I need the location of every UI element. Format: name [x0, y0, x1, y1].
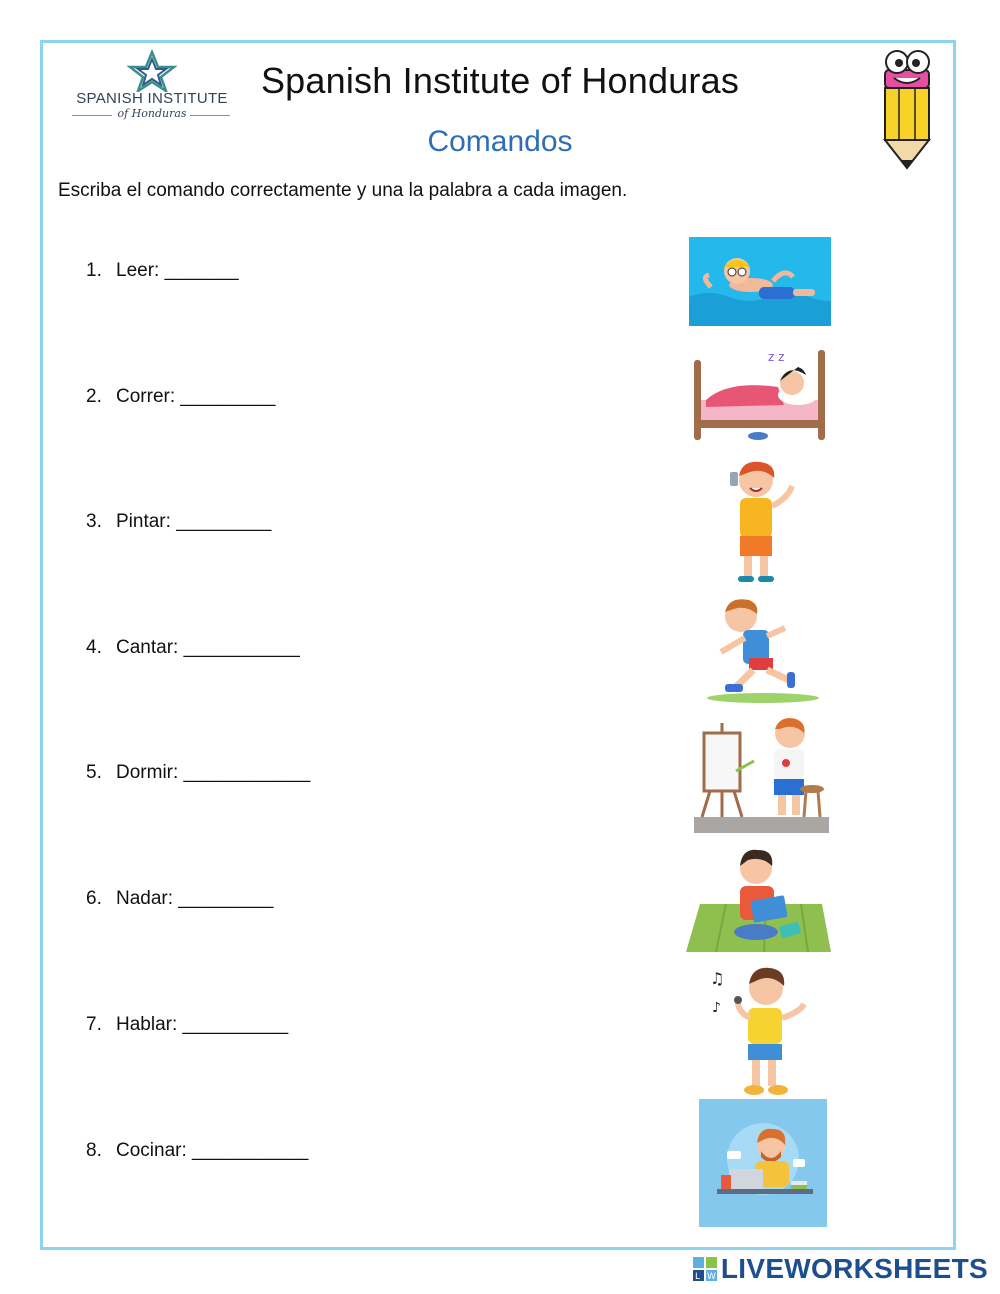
reading-child-icon[interactable]	[686, 846, 831, 954]
item-number: 2.	[86, 386, 102, 407]
list-item[interactable]	[86, 386, 276, 408]
pencil-mascot-icon	[876, 48, 938, 170]
swimming-child-icon[interactable]	[689, 237, 831, 326]
list-item[interactable]	[86, 637, 300, 659]
logo-letter: L	[694, 1272, 700, 1281]
item-number: 6.	[86, 888, 102, 909]
list-item[interactable]	[86, 1014, 288, 1036]
painting-child-icon[interactable]	[694, 713, 829, 833]
logo-rule-right	[190, 115, 230, 116]
singing-child-icon[interactable]	[708, 962, 810, 1098]
running-child-icon[interactable]	[705, 592, 820, 704]
instructions: Escriba el comando correctamente y una la palabra a cada imagen.	[58, 180, 628, 201]
item-number: 3.	[86, 511, 102, 532]
item-text: Pintar: _________	[116, 511, 272, 532]
page-subtitle: Comandos	[427, 125, 573, 158]
list-item[interactable]	[86, 888, 273, 910]
list-item[interactable]	[86, 762, 310, 784]
item-text: Cocinar: ___________	[116, 1140, 309, 1161]
item-text: Leer: _______	[116, 260, 239, 281]
liveworksheets-brand[interactable]	[693, 1254, 988, 1284]
brand-text: LIVEWORKSHEETS	[720, 1253, 988, 1284]
list-item[interactable]	[86, 511, 271, 533]
item-number: 8.	[86, 1140, 102, 1161]
logo-text-line1: SPANISH INSTITUTE	[76, 90, 228, 107]
item-text: Hablar: __________	[116, 1014, 289, 1035]
item-number: 1.	[86, 260, 102, 281]
item-text: Nadar: _________	[116, 888, 274, 909]
item-number: 7.	[86, 1014, 102, 1035]
logo-letter: W	[706, 1272, 716, 1281]
list-item[interactable]	[86, 260, 239, 282]
item-number: 5.	[86, 762, 102, 783]
item-text: Cantar: ___________	[116, 637, 300, 658]
liveworksheets-logo-icon	[693, 1257, 717, 1281]
laptop-man-icon[interactable]	[699, 1099, 827, 1227]
item-text: Correr: _________	[116, 386, 276, 407]
sleeping-girl-icon[interactable]	[688, 345, 831, 443]
list-item[interactable]	[86, 1140, 308, 1162]
page-title: Spanish Institute of Honduras	[260, 60, 740, 101]
logo-text-line2: of Honduras	[117, 107, 187, 120]
talking-phone-child-icon[interactable]	[720, 458, 800, 585]
svg-text:z z: z z	[768, 350, 785, 364]
item-number: 4.	[86, 637, 102, 658]
svg-text:♫: ♫	[710, 969, 725, 988]
item-text: Dormir: ____________	[116, 762, 311, 783]
svg-text:♪: ♪	[712, 1000, 721, 1016]
